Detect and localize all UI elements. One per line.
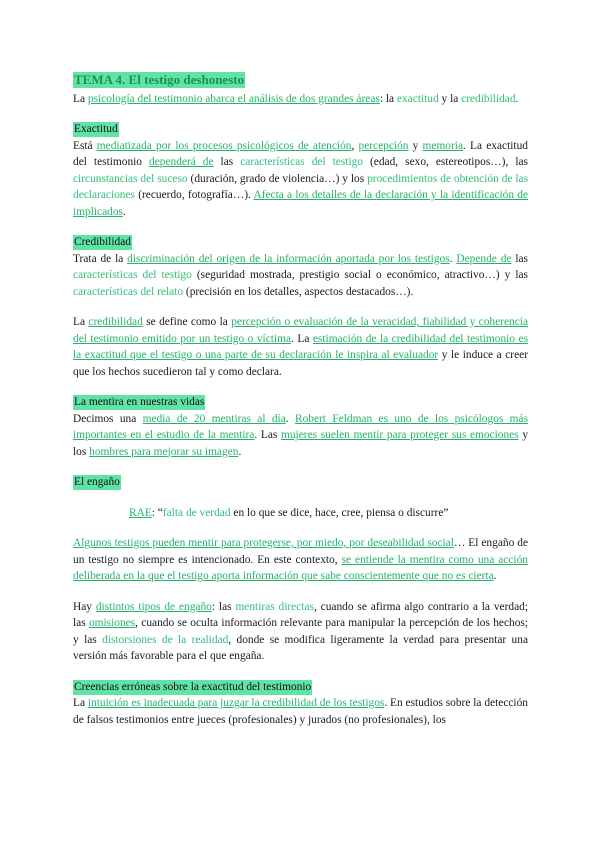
highlight-discriminacion: discriminación del origen de la información aportada por los testigos [127,252,450,265]
highlight-percepcion-evaluacion: percepción o evaluación de la veracidad, fiabilidad y coherencia del testimonio emitido por un testigo o víctima [73,316,528,345]
highlight-hombres: hombres para mejorar su imagen [89,445,239,458]
highlight-procedimientos: procedimientos de obtención de las declaraciones [73,172,529,201]
highlight-se-entiende: se entiende la mentira como una acción deliberada en la que el testigo aporta información que sabe conscientemente que no es cierta [73,553,528,582]
exactitud-paragraph: Está mediatizada por los procesos psicológicos de atención, percepción y memoria. La exactitud del testimonio dependerá de las características del testigo (edad, sexo, estereotipos…), las circunstancias del suceso (duración, grado de violencia…) y los procedimientos de obtención de las declaraciones (recuerdo, fotografía…). Afecta a los detalles de la declaración y la identificación de implicados. [73,139,529,218]
mentira-paragraph: Decimos una media de 20 mentiras al día. Robert Feldman es uno de los psicólogos más importantes en el estudio de la mentira. Las mujeres suelen mentir para proteger sus emociones y los hombres para mejorar su imagen. [73,412,529,458]
highlight-afecta: Afecta a los detalles de la declaración y la identificación de implicados [73,189,528,218]
highlight-circunstancias: circunstancias del suceso [73,172,188,185]
document-title: TEMA 4. El testigo deshonesto [74,72,245,87]
heading-creencias: Creencias erróneas sobre la exactitud del testimonio [74,680,312,693]
document-content [73,72,528,728]
highlight-intuicion: intuición es inadecuada para juzgar la credibilidad de los testigos [87,697,385,709]
highlight-psicologia: psicología del testimonio abarca el análisis de dos grandes áreas [87,92,380,105]
creencias-paragraph: La intuición es inadecuada para juzgar la credibilidad de los testigos. En estudios sobre la detección de falsos testimonios entre jueces (profesionales) y jurados (no profesionales), los [73,697,528,726]
highlight-algunos-testigos: Algunos testigos pueden mentir para protegerse, por miedo, por deseabilidad social [73,537,454,549]
credibilidad-paragraph-1: Trata de la discriminación del origen de la información aportada por los testigos. Depende de las características del testigo (seguridad mostrada, prestigio social o económico, atractivo…) y las características del relato (precisión en los detalles, aspectos destacados…). [73,252,528,298]
heading-credibilidad: Credibilidad [74,236,131,248]
intro-paragraph: La psicología del testimonio abarca el análisis de dos grandes áreas: la exactitud y la credibilidad. [73,92,519,105]
highlight-feldman: Robert Feldman es uno de los psicólogos más importantes en el estudio de la mentira [73,412,528,441]
highlight-exactitud: exactitud [396,92,439,105]
highlight-percepcion: percepción [358,139,409,152]
heading-engano: El engaño [74,476,120,488]
highlight-media-mentiras: media de 20 mentiras al día [142,412,286,425]
highlight-dependera: dependerá de [149,156,214,168]
highlight-credibilidad: credibilidad [461,92,516,105]
highlight-credibilidad-term: credibilidad [88,316,143,328]
highlight-memoria: memoria [422,139,464,152]
heading-exactitud: Exactitud [74,123,118,135]
highlight-caracteristicas-testigo: características del testigo [240,156,364,168]
highlight-omisiones: omisiones [88,617,136,629]
rae-quote: RAE: “falta de verdad en lo que se dice, hace, cree, piensa o discurre” [129,506,449,519]
highlight-mujeres: mujeres suelen mentir para proteger sus emociones [281,429,519,441]
highlight-depende: Depende de [456,252,512,265]
highlight-distorsiones: distorsiones de la realidad [102,633,229,646]
highlight-mediatizada: mediatizada por los procesos psicológicos de atención [96,139,352,152]
highlight-rae: RAE [129,506,152,519]
highlight-caracteristicas-testigo-2: características del testigo [73,269,192,281]
heading-mentira: La mentira en nuestras vidas [74,396,205,408]
highlight-estimacion: estimación de la credibilidad del testimonio es la exactitud que el testigo o una parte de su declaración le inspira al evaluador [73,332,529,361]
highlight-mentiras-directas: mentiras directas [235,600,314,613]
highlight-tipos-engano: distintos tipos de engaño [95,600,212,613]
credibilidad-paragraph-2: La credibilidad se define como la percepción o evaluación de la veracidad, fiabilidad y coherencia del testimonio emitido por un testigo o víctima. La estimación de la credibilidad del testimonio es la exactitud que el testigo o una parte de su declaración le inspira al evaluador y le induce a creer que los hechos sucedieron tal y como declara. [73,316,529,378]
engano-paragraph-1: Algunos testigos pueden mentir para protegerse, por miedo, por deseabilidad social… El engaño de un testigo no siempre es intencionado. En este contexto, se entiende la mentira como una acción deliberada en la que el testigo aporta información que sabe conscientemente que no es cierta. [73,537,528,582]
engano-paragraph-2: Hay distintos tipos de engaño: las mentiras directas, cuando se afirma algo contrario a la verdad; las omisiones, cuando se oculta información relevante para manipular la percepción de los hechos; y las distorsiones de la realidad, donde se modifica ligeramente la verdad para presentar una versión más favorable para el que engaña. [73,600,529,662]
highlight-falta-verdad: falta de verdad [162,506,231,519]
highlight-caracteristicas-relato: características del relato [73,285,184,298]
